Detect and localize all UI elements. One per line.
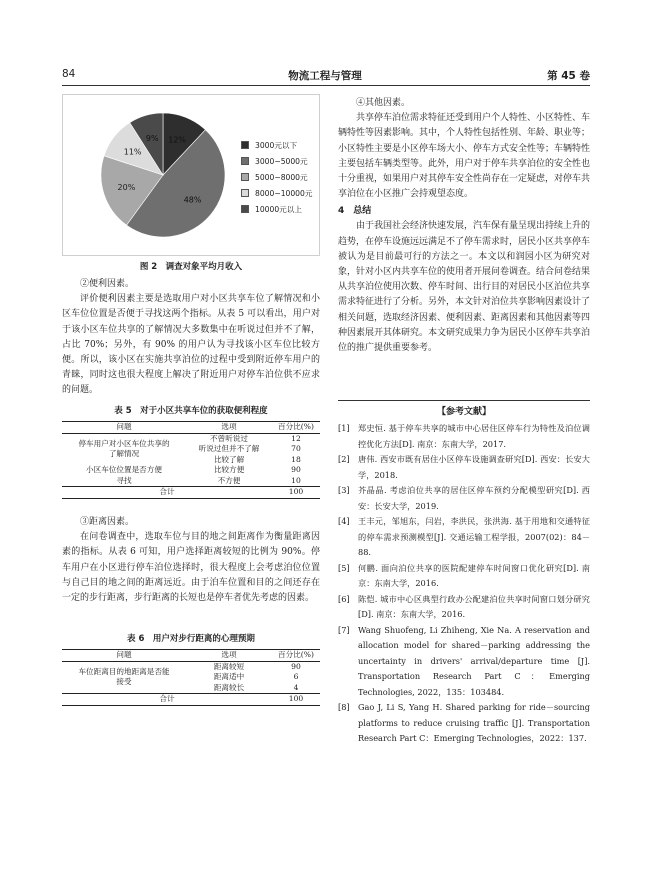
reference-item bbox=[338, 421, 590, 452]
figure-2-caption: 图 2 调查对象平均月收入 bbox=[139, 262, 243, 272]
reference-item bbox=[338, 592, 590, 623]
reference-number: [7] bbox=[338, 624, 350, 635]
table-6 bbox=[62, 649, 320, 706]
legend-item bbox=[241, 169, 312, 185]
legend-label: 3000元以下 bbox=[255, 140, 298, 150]
reference-number: [3] bbox=[338, 485, 350, 495]
references-list bbox=[338, 421, 590, 747]
para-convenience-heading: ②便利因素。 bbox=[80, 279, 135, 289]
reference-text: 唐伟. 西安市既有居住小区停车设施调查研究[D]. 西安：长安大学，2018. bbox=[358, 454, 590, 480]
table-5-question-2: 小区车位位置是否方便寻找 bbox=[86, 465, 162, 485]
reference-item bbox=[338, 514, 590, 561]
reference-text: 王丰元，邹旭东，闫岩，李洪民，张洪海. 基于用地和交通特征的停车需求预测模型[J]. 交通运输工程学报，2007(02)：84－88. bbox=[358, 516, 590, 557]
table-cell: 听说过但并不了解 bbox=[198, 444, 260, 453]
legend-item bbox=[241, 201, 312, 217]
para-convenience: 评价便利因素主要是选取用户对小区共享车位了解情况和小区车位位置是否便于寻找这两个指标。从表 5 可以看出，用户对于该小区车位共享的了解情况大多数集中在听说过但并不了解，占比 70%；另外，有 90% 的用户认为寻找该小区车位比较方便。所以，该小区在实施共享泊位的过程中受到附近停车用户的青睐，同时这也很大程度上解决了附近用户对停车泊位供不应求的问题。 bbox=[62, 294, 320, 396]
legend-item bbox=[241, 137, 312, 153]
volume-label: 第 45 卷 bbox=[547, 70, 590, 82]
para-other-heading: ④其他因素。 bbox=[356, 98, 411, 108]
reference-text: 郑史恒. 基于停车共享的城市中心居住区停车行为特性及泊位调控优化方法[D]. 南京：东南大学，2017. bbox=[358, 423, 590, 449]
table-cell: 90 bbox=[291, 465, 301, 474]
reference-text: 何鹏. 面向泊位共享的医院配建停车时间窗口优化研究[D]. 南京：东南大学，2016. bbox=[358, 562, 590, 588]
reference-text: Wang Shuofeng, Li Zhiheng, Xie Na. A reservation and allocation model for shared－parking addressing the uncertainty in drivers' arrival/departure time [J]. Transportation Research Part C：Emerging Technologies, 2022，135：103484. bbox=[358, 624, 590, 697]
table-6-header-question: 问题 bbox=[62, 650, 186, 662]
table-cell: 10 bbox=[291, 475, 301, 485]
table-cell: 6 bbox=[293, 672, 299, 681]
reference-number: [4] bbox=[338, 516, 350, 526]
reference-item bbox=[338, 700, 590, 747]
table-cell: 不曾听说过 bbox=[210, 433, 248, 443]
reference-item bbox=[338, 561, 590, 592]
legend-label: 8000~10000元 bbox=[255, 188, 313, 198]
right-column bbox=[338, 96, 590, 356]
legend-swatch bbox=[241, 157, 249, 165]
table-cell: 距离适中 bbox=[213, 672, 245, 681]
table-cell: 90 bbox=[291, 661, 301, 671]
table-cell: 比较方便 bbox=[213, 465, 245, 474]
table-5-total-label: 合计 bbox=[62, 487, 272, 499]
table-5-header-option: 选项 bbox=[186, 422, 272, 434]
reference-item bbox=[338, 452, 590, 483]
para-conclusion: 由于我国社会经济快速发展，汽车保有量呈现出持续上升的趋势，在停车设施远远满足不了停车需求时，居民小区共享停车被认为是目前最可行的方法之一。本文以和润园小区为研究对象，针对小区内共享车位的使用者开展问卷调查。结合问卷结果从共享泊位使用次数、停车时间、出行目的对居民小区泊位共享需求特征进行了分析。另外，本文针对泊位共享影响因素设计了相关问题，选取经济因素、便利因素、距离因素和其他因素等四种因素展开其体研究。本文研究成果力争为居民小区停车共享泊位的推广提供重要参考。 bbox=[338, 221, 591, 354]
table-5 bbox=[62, 421, 320, 499]
table-cell: 不方便 bbox=[217, 475, 241, 485]
reference-text: 陈恺. 城市中心区典型行政办公配建泊位共享时间窗口划分研究[D]. 南京：东南大学，2016. bbox=[358, 593, 590, 619]
table-cell: 距离较长 bbox=[213, 682, 245, 692]
table-cell: 4 bbox=[293, 682, 299, 692]
legend-swatch bbox=[241, 189, 249, 197]
pie-slice-label: 11% bbox=[123, 147, 142, 157]
table-cell: 12 bbox=[291, 433, 301, 443]
reference-number: [2] bbox=[338, 454, 350, 464]
reference-item bbox=[338, 623, 590, 701]
pie-slice-label: 20% bbox=[117, 182, 136, 192]
table-cell: 18 bbox=[291, 454, 301, 464]
references-rule bbox=[338, 400, 590, 401]
legend-swatch bbox=[241, 205, 249, 213]
table-5-caption: 表 5 对于小区共享车位的获取便利程度 bbox=[114, 406, 268, 416]
para-distance: 在问卷调查中，选取车位与目的地之间距离作为衡量距离因素的指标。从表 6 可知，用户选择距离较短的比例为 90%。停车用户在小区进行停车泊位选择时，很大程度上会考虑泊位位置与自己目的地之间的距离远近。由于泊车位置和目的之间还存在一定的步行距离，步行距离的长短也是停车者优先考虑的因素。 bbox=[62, 532, 320, 604]
reference-item bbox=[338, 483, 590, 514]
table-5-total-value: 100 bbox=[272, 487, 320, 499]
reference-number: [5] bbox=[338, 562, 350, 573]
legend-label: 10000元以上 bbox=[255, 204, 302, 214]
table-cell: 比较了解 bbox=[213, 454, 245, 464]
reference-text: Gao J, Li S, Yang H. Shared parking for ride－sourcing platforms to reduce cruising traffic [J]. Transportation Research Part C：Emerging Technologies，2022：137. bbox=[358, 702, 590, 743]
table-6-header-option: 选项 bbox=[186, 650, 272, 662]
table-5-header-percent: 百分比(%) bbox=[272, 422, 320, 434]
table-6-caption: 表 6 用户对步行距离的心理预期 bbox=[127, 634, 255, 644]
para-distance-heading: ③距离因素。 bbox=[80, 517, 135, 527]
left-column-middle bbox=[62, 515, 320, 606]
table-6-total-value: 100 bbox=[272, 694, 320, 706]
references-title: 【参考文献】 bbox=[436, 407, 491, 417]
table-5-header-question: 问题 bbox=[62, 422, 186, 434]
reference-number: [6] bbox=[338, 593, 350, 604]
pie-slice-label: 9% bbox=[145, 134, 159, 144]
legend-label: 5000~8000元 bbox=[255, 172, 308, 182]
header-rule bbox=[62, 85, 590, 86]
reference-text: 芥晶晶. 考虑泊位共享的居住区停车预约分配模型研究[D]. 西安：长安大学，2019. bbox=[358, 485, 590, 511]
reference-number: [8] bbox=[338, 702, 350, 712]
pie-slice-label: 48% bbox=[183, 195, 202, 205]
pie-slice-label: 12% bbox=[168, 135, 187, 145]
table-cell: 距离较短 bbox=[213, 661, 245, 671]
para-other: 共享停车泊位需求特征还受到用户个人特性、小区特性、车辆特性等因素影响。其中，个人特性包括性别、年龄、职业等；小区特性主要是小区停车场大小、停车方式安全性等；车辆特性主要包括车辆类型等。此外，用户对于停车共享泊位的安全性也十分重视，如果用户对其停车安全性尚存在一定疑虑，对停车共享泊位在小区推广会持观望态度。 bbox=[338, 113, 591, 200]
figure-2-frame bbox=[62, 94, 320, 256]
legend-item bbox=[241, 153, 312, 169]
legend-swatch bbox=[241, 141, 249, 149]
table-6-header-percent: 百分比(%) bbox=[272, 650, 320, 662]
section-4-heading: 4 总结 bbox=[338, 206, 372, 217]
legend-label: 3000~5000元 bbox=[255, 156, 308, 166]
left-column-top bbox=[62, 277, 320, 399]
table-cell: 70 bbox=[291, 444, 301, 453]
table-6-question: 车位距离目的地距离是否能接受 bbox=[78, 666, 170, 687]
legend-item bbox=[241, 185, 312, 201]
legend-swatch bbox=[241, 173, 249, 181]
page-number: 84 bbox=[62, 68, 76, 80]
pie-legend bbox=[241, 137, 312, 217]
journal-title: 物流工程与管理 bbox=[288, 70, 362, 82]
table-5-question-1: 停车用户对小区车位共享的了解情况 bbox=[78, 438, 170, 459]
reference-number: [1] bbox=[338, 423, 350, 433]
table-6-total-label: 合计 bbox=[62, 694, 272, 706]
